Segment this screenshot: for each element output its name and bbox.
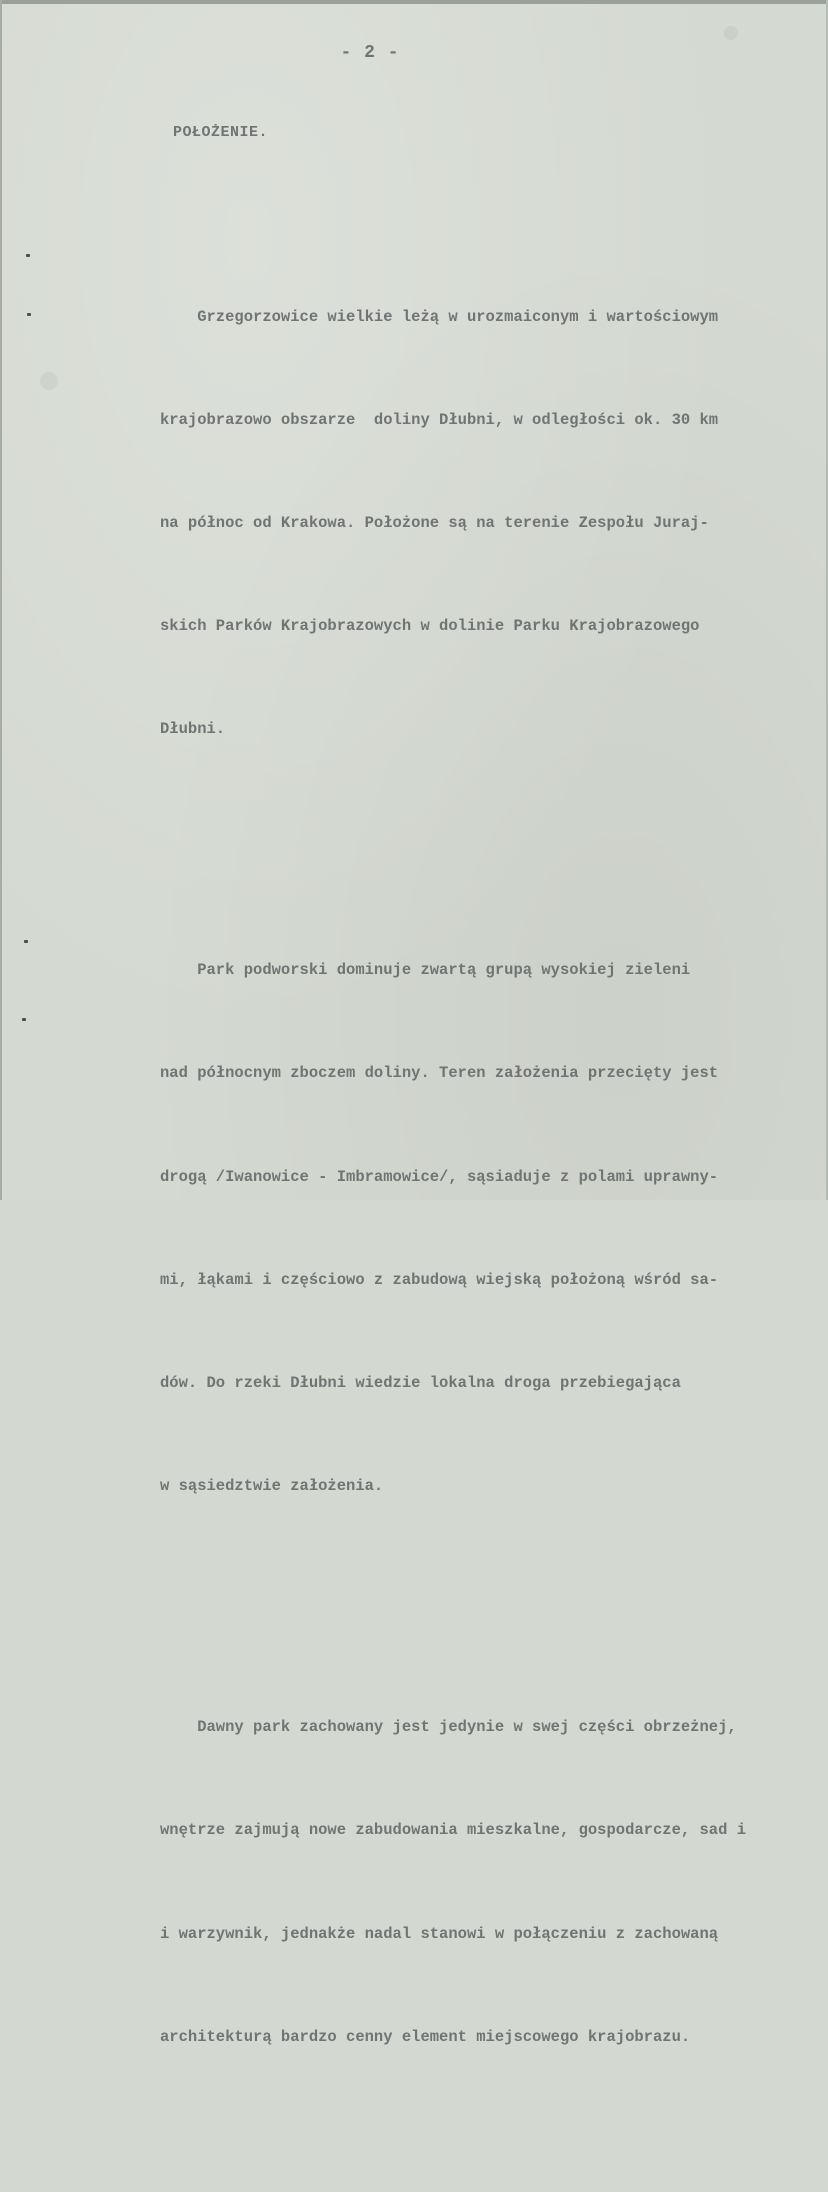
section-heading: POŁOŻENIE. [173, 124, 269, 141]
text-line: krajobrazowo obszarze doliny Dłubni, w odległości ok. 30 km [160, 410, 719, 429]
margin-mark [22, 1018, 26, 1021]
text-line: wnętrze zajmują nowe zabudowania mieszkalne, gospodarcze, sad i [160, 1821, 746, 1840]
text-line: mi, łąkami i częściowo z zabudową wiejską położoną wśród sa- [160, 1270, 719, 1289]
paragraph-former-park [160, 1641, 820, 2123]
text-line: Park podworski dominuje zwartą grupą wysokiej zieleni [160, 961, 691, 980]
margin-mark [24, 940, 28, 943]
text-line: na północ od Krakowa. Położone są na terenie Zespołu Juraj- [160, 514, 709, 533]
text-line: w sąsiedztwie założenia. [160, 1477, 384, 1496]
text-line: Grzegorzowice wielkie leżą w urozmaiconym i wartościowym [160, 307, 719, 326]
paper-stain [40, 372, 58, 390]
text-line: nad północnym zboczem doliny. Teren założenia przecięty jest [160, 1064, 719, 1083]
page-left-edge [0, 0, 2, 1200]
text-line: drogą /Iwanowice - Imbramowice/, sąsiaduje z polami uprawny- [160, 1167, 719, 1186]
margin-mark [26, 254, 30, 257]
paragraph-location [160, 231, 820, 816]
text-line: i warzywnik, jednakże nadal stanowi w połączeniu z zachowaną [160, 1924, 719, 1943]
text-line: Dłubni. [160, 720, 226, 739]
paper-stain [724, 26, 738, 40]
margin-mark [27, 313, 31, 316]
body-text [160, 162, 820, 2192]
page-number: - 2 - [340, 43, 400, 63]
text-line: Dawny park zachowany jest jedynie w swej części obrzeżnej, [160, 1718, 737, 1737]
text-line: architekturą bardzo cenny element miejscowego krajobrazu. [160, 2027, 691, 2046]
text-line: skich Parków Krajobrazowych w dolinie Parku Krajobrazowego [160, 617, 700, 636]
paragraph-park-surroundings [160, 884, 820, 1572]
text-line: dów. Do rzeki Dłubni wiedzie lokalna droga przebiegająca [160, 1374, 681, 1393]
page-top-edge [0, 0, 828, 4]
